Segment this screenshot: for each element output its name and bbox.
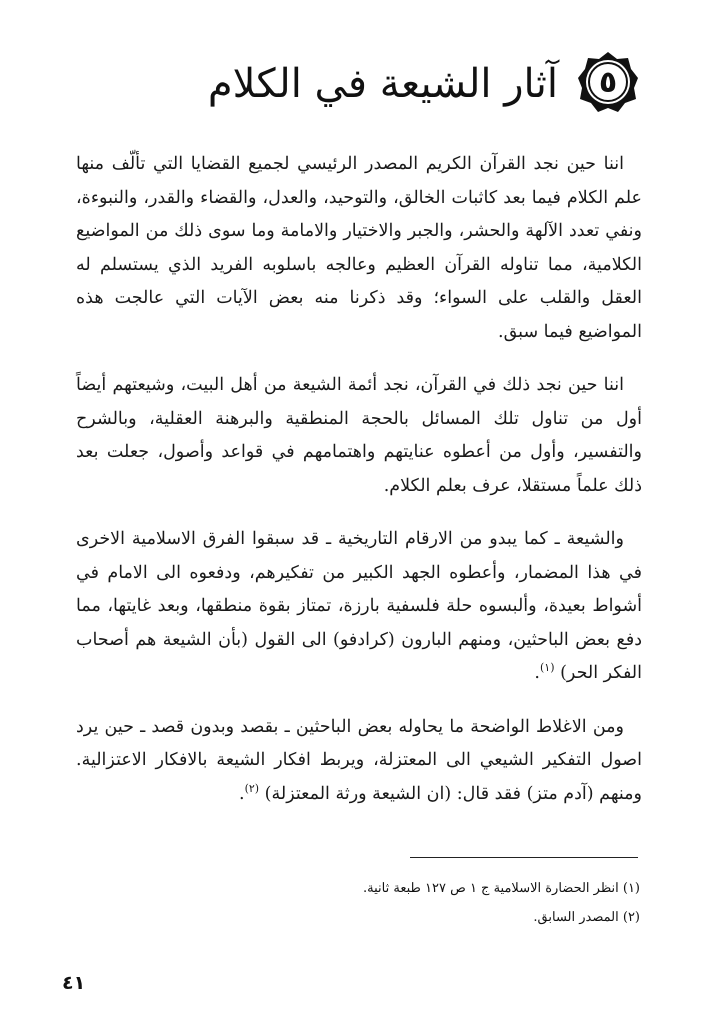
footnote: (١) انظر الحضارة الاسلامية ج ١ ص ١٢٧ طبعة ثانية. (363, 881, 640, 896)
footnotes (300, 874, 640, 932)
footnote: (٢) المصدر السابق. (533, 910, 640, 925)
paragraph-text: اننا حين نجد القرآن الكريم المصدر الرئيسي لجميع القضايا التي تألّف منها علم الكلام فيما بعد كاثبات الخالق، والتوحيد، والعدل، والقضاء والقدر، والنبوءة، ونفي تعدد الآلهة والحشر، والجبر والاختيار والامامة وما سوى ذلك من المواضيع الكلامية، مما تناوله القرآن العظيم وعالجه باسلوبه الفريد الذي يستسلم له العقل والقلب على السواء؛ وقد ذكرنا منه بعض الآيات التي عالجت هذه المواضيع فيما سبق. (76, 154, 642, 342)
chapter-number-badge (576, 50, 640, 114)
body-text (76, 148, 642, 831)
paragraph (76, 711, 642, 812)
footnote-ref[interactable]: (٢) (244, 781, 260, 795)
paragraph (76, 148, 642, 349)
chapter-number: ٥ (598, 64, 618, 100)
paragraph-text: اننا حين نجد ذلك في القرآن، نجد أئمة الشيعة من أهل البيت، وشيعتهم أيضاً أول من تناول تلك المسائل بالحجة المنطقية والبرهنة العقلية، وبالشرح والتفسير، وأول من أعطوه عنايتهم واهتمامهم في قواعد وأصول، جعلت بعد ذلك علماً مستقلا، عرف بعلم الكلام. (76, 375, 642, 496)
sentence-end: . (534, 663, 540, 683)
sentence-end: . (239, 783, 245, 804)
paragraph (76, 523, 642, 691)
footnote-ref[interactable]: (١) (540, 661, 555, 675)
footnote-divider (410, 857, 638, 858)
chapter-title: آثار الشيعة في الكلام (207, 61, 558, 107)
paragraph (76, 369, 642, 503)
page-number: ٤١ (62, 972, 86, 994)
paragraph-text: والشيعة ـ كما يبدو من الارقام التاريخية ـ قد سبقوا الفرق الاسلامية الاخرى في هذا المضمار، وأعطوه الجهد الكبير من تفكيرهم، ودفعوه الى الامام في أشواط بعيدة، وألبسوه حلة فلسفية بارزة، تمتاز بقوة منطقها، وبعد غايتها، مما دفع بعض الباحثين، ومنهم البارون (كرادفو) الى القول (بأن الشيعة هم أصحاب الفكر الحر) (76, 529, 642, 683)
chapter-header (170, 40, 640, 130)
paragraph-text: ومن الاغلاط الواضحة ما يحاوله بعض الباحثين ـ بقصد وبدون قصد ـ حين يرد اصول التفكير الشيعي الى المعتزلة، ويربط افكار الشيعة بالافكار الاعتزالية. ومنهم (آدم متز) فقد قال: (ان الشيعة ورثة المعتزلة) (76, 716, 642, 804)
